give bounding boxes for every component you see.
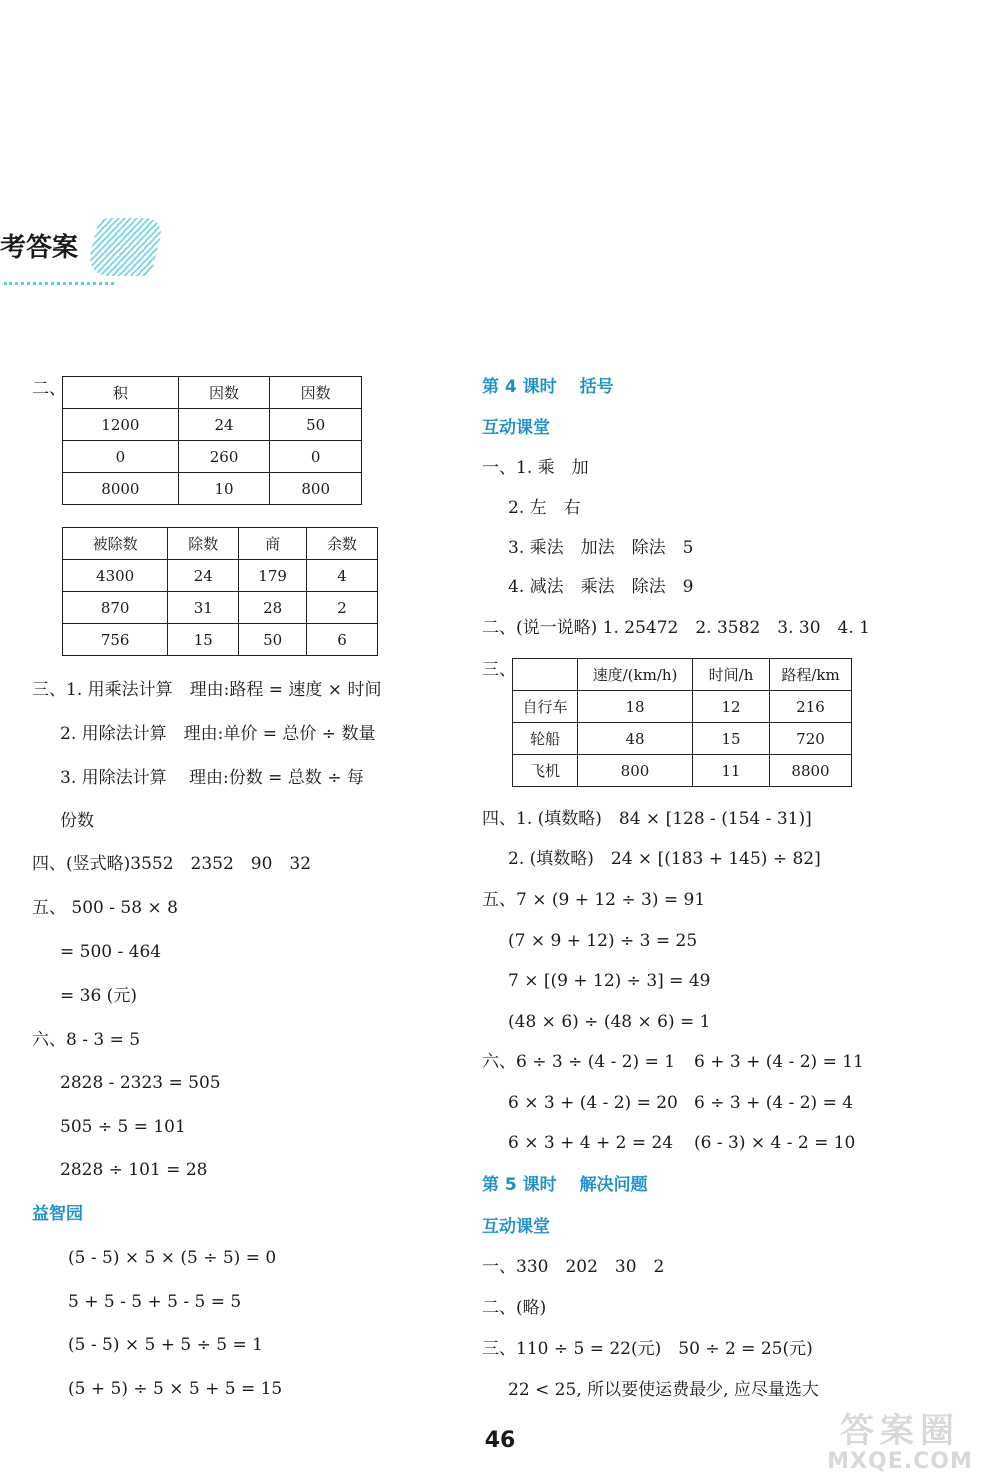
l5-s2-line: 二、(略) (482, 1298, 547, 1318)
table-cell: 18 (578, 691, 693, 723)
table-cell: 10 (178, 473, 270, 505)
table-header-cell (513, 659, 578, 691)
l5-s3-line: 三、110 ÷ 5 = 22(元) 50 ÷ 2 = 25(元) (482, 1339, 813, 1359)
table-cell: 轮船 (513, 723, 578, 755)
table-cell: 1200 (63, 409, 179, 441)
right-s3-label: 三、 (482, 660, 516, 680)
speed-time-distance-table (512, 658, 852, 787)
puzzle-line: (5 + 5) ÷ 5 × 5 + 5 = 15 (68, 1379, 283, 1399)
table-header-cell: 时间/h (693, 659, 770, 691)
right-s6-line: 6 × 3 + (4 - 2) = 20 (508, 1093, 678, 1113)
right-s6-line: 6 ÷ 3 + (4 - 2) = 4 (694, 1093, 854, 1113)
left-s5-line: = 500 - 464 (60, 942, 162, 962)
table-cell: 12 (693, 691, 770, 723)
left-s5-line: = 36 (元) (60, 986, 137, 1006)
table-cell: 31 (168, 592, 239, 624)
right-s4-line: 四、1. (填数略) 84 × [128 - (154 - 31)] (482, 809, 812, 829)
table-cell: 179 (239, 560, 307, 592)
right-s5-line: 五、7 × (9 + 12 ÷ 3) = 91 (482, 890, 706, 910)
left-s6-line: 2828 - 2323 = 505 (60, 1073, 221, 1093)
table-cell: 15 (168, 624, 239, 656)
right-s6-line: 6 × 3 + 4 + 2 = 24 (508, 1133, 674, 1153)
division-table (62, 527, 378, 656)
left-s4-line: 四、(竖式略)3552 2352 90 32 (32, 854, 312, 874)
table-header-cell: 积 (63, 377, 179, 409)
table-header-cell: 商 (239, 528, 307, 560)
dotted-underline-decoration (4, 282, 114, 285)
table-header-cell: 因数 (178, 377, 270, 409)
left-s3-line: 三、1. 用乘法计算 理由:路程 = 速度 × 时间 (32, 680, 382, 700)
right-s5-line: 7 × [(9 + 12) ÷ 3] = 49 (508, 971, 711, 991)
table-cell: 720 (770, 723, 852, 755)
table-cell: 870 (63, 592, 168, 624)
table-header-cell: 余数 (307, 528, 378, 560)
table-cell: 24 (178, 409, 270, 441)
interactive-heading: 互动课堂 (482, 1217, 550, 1237)
right-s6-line: 六、6 ÷ 3 ÷ (4 - 2) = 1 (482, 1052, 676, 1072)
table-header-cell: 速度/(km/h) (578, 659, 693, 691)
table-cell: 50 (239, 624, 307, 656)
table-cell: 自行车 (513, 691, 578, 723)
right-s6-line: 6 + 3 + (4 - 2) = 11 (694, 1052, 864, 1072)
table-cell: 6 (307, 624, 378, 656)
watermark-text: 答案圈 (840, 1411, 960, 1451)
puzzle-line: (5 - 5) × 5 × (5 ÷ 5) = 0 (68, 1248, 277, 1268)
table-cell: 11 (693, 755, 770, 787)
right-s1-line: 2. 左 右 (508, 498, 581, 518)
left-s2-label: 二、 (32, 379, 66, 399)
table-cell: 8800 (770, 755, 852, 787)
table-header-cell: 除数 (168, 528, 239, 560)
right-s1-line: 3. 乘法 加法 除法 5 (508, 538, 694, 558)
table-cell: 28 (239, 592, 307, 624)
right-s1-line: 4. 减法 乘法 除法 9 (508, 577, 694, 597)
table-cell: 2 (307, 592, 378, 624)
table-cell: 8000 (63, 473, 179, 505)
table-header-cell: 被除数 (63, 528, 168, 560)
left-s3-line: 2. 用除法计算 理由:单价 = 总价 ÷ 数量 (60, 724, 376, 744)
table-cell: 0 (63, 441, 179, 473)
table-cell: 260 (178, 441, 270, 473)
puzzle-line: (5 - 5) × 5 + 5 ÷ 5 = 1 (68, 1335, 263, 1355)
right-s5-line: (48 × 6) ÷ (48 × 6) = 1 (508, 1012, 711, 1032)
right-s6-line: (6 - 3) × 4 - 2 = 10 (694, 1133, 856, 1153)
table-header-cell: 路程/km (770, 659, 852, 691)
table-header-cell: 因数 (270, 377, 362, 409)
table-cell: 800 (578, 755, 693, 787)
table-cell: 4300 (63, 560, 168, 592)
watermark-logo (805, 1412, 995, 1478)
right-s1-line: 一、1. 乘 加 (482, 458, 589, 478)
table-cell: 飞机 (513, 755, 578, 787)
table-cell: 24 (168, 560, 239, 592)
left-s6-line: 505 ÷ 5 = 101 (60, 1117, 186, 1137)
puzzle-line: 5 + 5 - 5 + 5 - 5 = 5 (68, 1292, 242, 1312)
table-cell: 50 (270, 409, 362, 441)
header-title: 考答案 (0, 233, 79, 263)
l5-s3-line: 22 < 25, 所以要使运费最少, 应尽量选大 (508, 1380, 819, 1400)
left-s3-line: 份数 (60, 811, 94, 831)
table-cell: 15 (693, 723, 770, 755)
left-s5-line: 五、 500 - 58 × 8 (32, 898, 178, 918)
table-cell: 48 (578, 723, 693, 755)
l5-s1-line: 一、330 202 30 2 (482, 1257, 665, 1277)
page-number: 46 (484, 1428, 516, 1453)
left-s6-line: 六、8 - 3 = 5 (32, 1030, 141, 1050)
puzzle-heading: 益智园 (32, 1204, 83, 1224)
table-cell: 0 (270, 441, 362, 473)
lesson4-heading: 第 4 课时 括号 (482, 377, 614, 397)
right-s5-line: (7 × 9 + 12) ÷ 3 = 25 (508, 931, 698, 951)
lesson5-heading: 第 5 课时 解决问题 (482, 1175, 648, 1195)
table-cell: 216 (770, 691, 852, 723)
right-s4-line: 2. (填数略) 24 × [(183 + 145) ÷ 82] (508, 849, 821, 869)
brush-stroke-decoration (85, 218, 165, 276)
interactive-heading: 互动课堂 (482, 418, 550, 438)
left-s3-line: 3. 用除法计算 理由:份数 = 总数 ÷ 每 (60, 768, 364, 788)
watermark-url: MXQE.COM (827, 1449, 973, 1474)
table-cell: 756 (63, 624, 168, 656)
right-s2-line: 二、(说一说略) 1. 25472 2. 3582 3. 30 4. 1 (482, 618, 870, 638)
table-cell: 800 (270, 473, 362, 505)
product-factor-table (62, 376, 362, 505)
table-cell: 4 (307, 560, 378, 592)
left-s6-line: 2828 ÷ 101 = 28 (60, 1160, 208, 1180)
